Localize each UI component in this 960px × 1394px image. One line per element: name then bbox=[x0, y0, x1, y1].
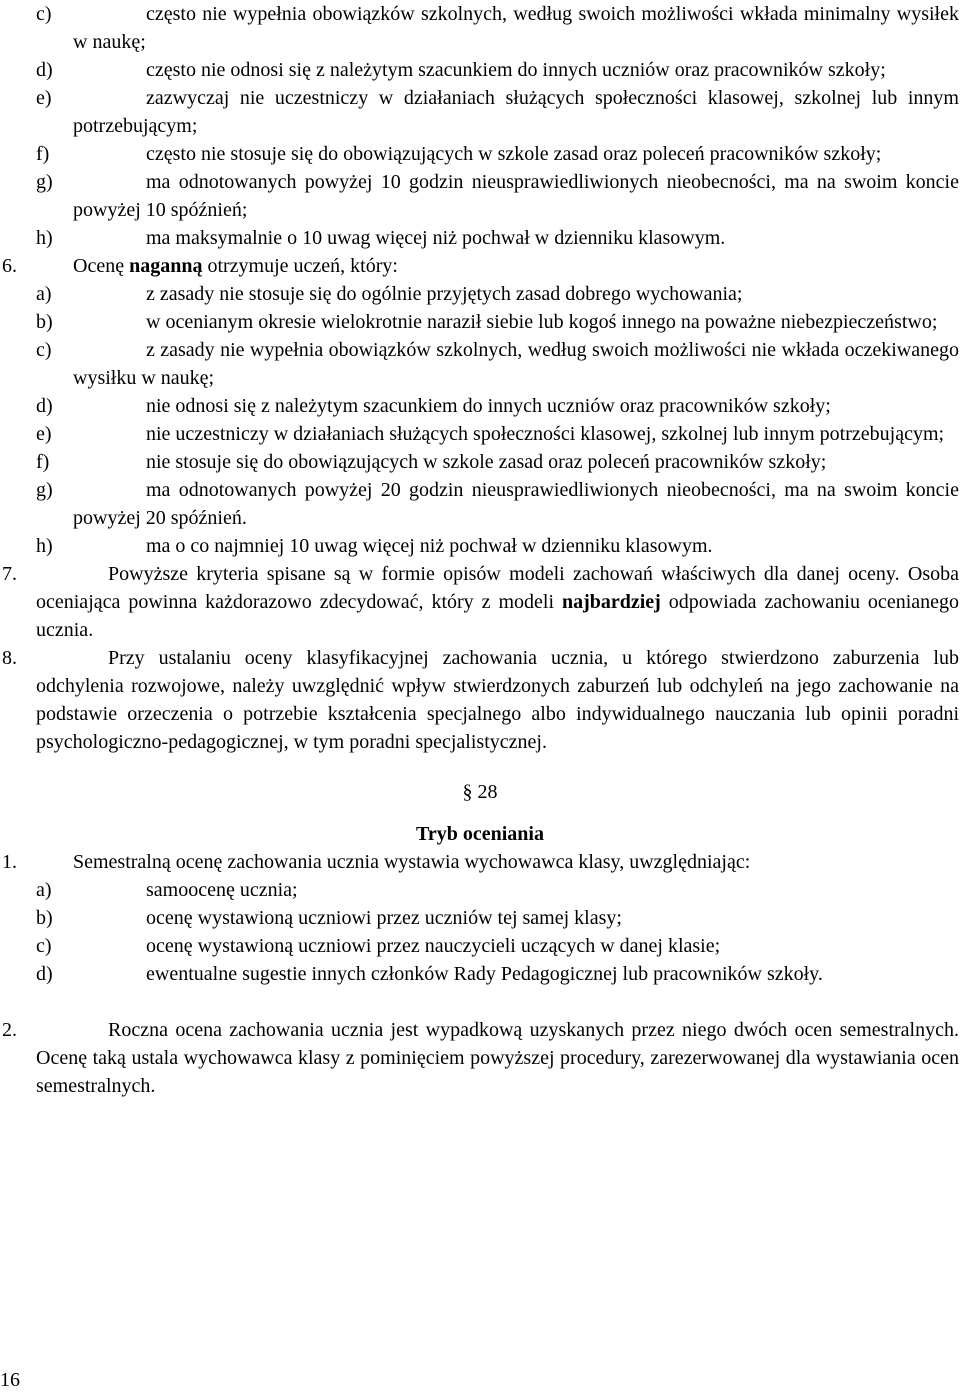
list-item bbox=[36, 224, 959, 252]
list-item bbox=[36, 56, 959, 84]
rule-number: 2. bbox=[2, 1019, 17, 1041]
item-letter: h) bbox=[36, 535, 53, 557]
section-text: Przy ustalaniu oceny klasyfikacyjnej zachowania ucznia, u którego stwierdzono zaburzenia lub odchylenia rozwojowe, należy uwzględnić wpływ stwierdzonych zaburzeń lub odchyleń na jego zachowanie na podstawie orzeczenia o potrzebie kształcenia specjalnego albo indywidualnego nauczania lub opinii poradni psychologiczno-pedagogicznej, w tym poradni specjalistycznej. bbox=[36, 647, 959, 753]
blank-line bbox=[0, 988, 960, 1016]
item-letter: h) bbox=[36, 227, 53, 249]
item-letter: a) bbox=[36, 283, 52, 305]
list-item bbox=[36, 84, 959, 140]
list-grading-components bbox=[0, 876, 960, 988]
rule-2 bbox=[2, 1016, 959, 1100]
section-text-bold: naganną bbox=[129, 255, 203, 277]
item-letter: e) bbox=[36, 87, 52, 109]
section-text-pre: Ocenę bbox=[73, 255, 130, 277]
section-text-post: odpowiada zachowaniu ocenianego ucznia. bbox=[36, 591, 960, 641]
list-item bbox=[36, 308, 959, 336]
list-item bbox=[36, 336, 959, 392]
item-text: często nie wypełnia obowiązków szkolnych, według swoich możliwości wkłada minimalny wysiłek w naukę; bbox=[73, 3, 959, 53]
item-text: nie odnosi się z należytym szacunkiem do innych uczniów oraz pracowników szkoły; bbox=[146, 395, 831, 417]
item-text: ma odnotowanych powyżej 10 godzin nieusprawiedliwionych nieobecności, ma na swoim koncie powyżej 10 spóźnień; bbox=[73, 171, 959, 221]
item-letter: g) bbox=[36, 479, 53, 501]
list-item bbox=[36, 392, 959, 420]
item-letter: d) bbox=[36, 395, 53, 417]
item-text: zazwyczaj nie uczestniczy w działaniach służących społeczności klasowej, szkolnej lub innym potrzebującym; bbox=[73, 87, 959, 137]
item-letter: b) bbox=[36, 907, 53, 929]
section-text-pre: Powyższe kryteria spisane są w formie opisów modeli zachowań właściwych dla danej oceny. Osoba oceniająca powinna każdorazowo zdecydować, który z modeli bbox=[36, 563, 959, 613]
section-number: 6. bbox=[2, 255, 17, 277]
item-letter: a) bbox=[36, 879, 52, 901]
section-text-post: otrzymuje uczeń, który: bbox=[202, 255, 398, 277]
list-item bbox=[36, 960, 959, 988]
rule-text: Roczna ocena zachowania ucznia jest wypadkową uzyskanych przez niego dwóch ocen semestralnych. Ocenę taką ustala wychowawca klasy z pominięciem powyższej procedury, zarezerwowanej dla wystawiania ocen semestralnych. bbox=[36, 1019, 959, 1097]
item-text: nie uczestniczy w działaniach służących społeczności klasowej, szkolnej lub innym potrzebującym; bbox=[146, 423, 945, 445]
item-letter: d) bbox=[36, 963, 53, 985]
list-item bbox=[36, 904, 959, 932]
section-7 bbox=[2, 560, 960, 644]
item-text: ma o co najmniej 10 uwag więcej niż pochwał w dzienniku klasowym. bbox=[146, 535, 713, 557]
list-item bbox=[36, 168, 959, 224]
section-8 bbox=[2, 644, 959, 756]
item-letter: c) bbox=[36, 339, 52, 361]
item-text: ma odnotowanych powyżej 20 godzin nieusprawiedliwionych nieobecności, ma na swoim koncie powyżej 20 spóźnień. bbox=[73, 479, 959, 529]
item-text: z zasady nie stosuje się do ogólnie przyjętych zasad dobrego wychowania; bbox=[146, 283, 743, 305]
rule-number: 1. bbox=[2, 851, 17, 873]
item-letter: b) bbox=[36, 311, 53, 333]
item-text: samoocenę ucznia; bbox=[146, 879, 298, 901]
item-letter: c) bbox=[36, 3, 52, 25]
list-item bbox=[36, 532, 959, 560]
section-6 bbox=[2, 252, 959, 280]
item-letter: c) bbox=[36, 935, 52, 957]
page-number: 16 bbox=[0, 1369, 20, 1391]
item-letter: e) bbox=[36, 423, 52, 445]
item-letter: f) bbox=[36, 451, 50, 473]
list-item bbox=[36, 280, 959, 308]
item-letter: f) bbox=[36, 143, 50, 165]
item-text: ocenę wystawioną uczniowi przez uczniów tej samej klasy; bbox=[146, 907, 622, 929]
list-naganna-items bbox=[0, 280, 960, 560]
item-text: w ocenianym okresie wielokrotnie naraził siebie lub kogoś innego na poważne niebezpieczeństwo; bbox=[146, 311, 938, 333]
rule-text: Semestralną ocenę zachowania ucznia wystawia wychowawca klasy, uwzględniając: bbox=[73, 851, 751, 873]
section-number: 8. bbox=[2, 647, 17, 669]
item-text: ocenę wystawioną uczniowi przez nauczycieli uczących w danej klasie; bbox=[146, 935, 721, 957]
item-text: często nie stosuje się do obowiązujących w szkole zasad oraz poleceń pracowników szkoły; bbox=[146, 143, 882, 165]
paragraph-sign: § 28 bbox=[462, 781, 498, 803]
item-text: ma maksymalnie o 10 uwag więcej niż pochwał w dzienniku klasowym. bbox=[146, 227, 726, 249]
list-item bbox=[36, 476, 959, 532]
list-item bbox=[36, 0, 959, 56]
item-letter: d) bbox=[36, 59, 53, 81]
list-item bbox=[36, 448, 959, 476]
item-text: ewentualne sugestie innych członków Rady Pedagogicznej lub pracowników szkoły. bbox=[146, 963, 823, 985]
section-number: 7. bbox=[2, 563, 17, 585]
section-text-bold: najbardziej bbox=[561, 591, 661, 613]
list-item bbox=[36, 932, 959, 960]
item-text: nie stosuje się do obowiązujących w szkole zasad oraz poleceń pracowników szkoły; bbox=[146, 451, 827, 473]
list-item bbox=[36, 876, 959, 904]
list-item bbox=[36, 140, 959, 168]
rule-1 bbox=[2, 848, 959, 876]
list-behavior-items bbox=[0, 0, 960, 252]
list-item bbox=[36, 420, 959, 448]
item-letter: g) bbox=[36, 171, 53, 193]
item-text: często nie odnosi się z należytym szacunkiem do innych uczniów oraz pracowników szkoły; bbox=[146, 59, 886, 81]
section-heading: Tryb oceniania bbox=[416, 823, 544, 845]
item-text: z zasady nie wypełnia obowiązków szkolnych, według swoich możliwości nie wkłada oczekiwanego wysiłku w naukę; bbox=[73, 339, 959, 389]
